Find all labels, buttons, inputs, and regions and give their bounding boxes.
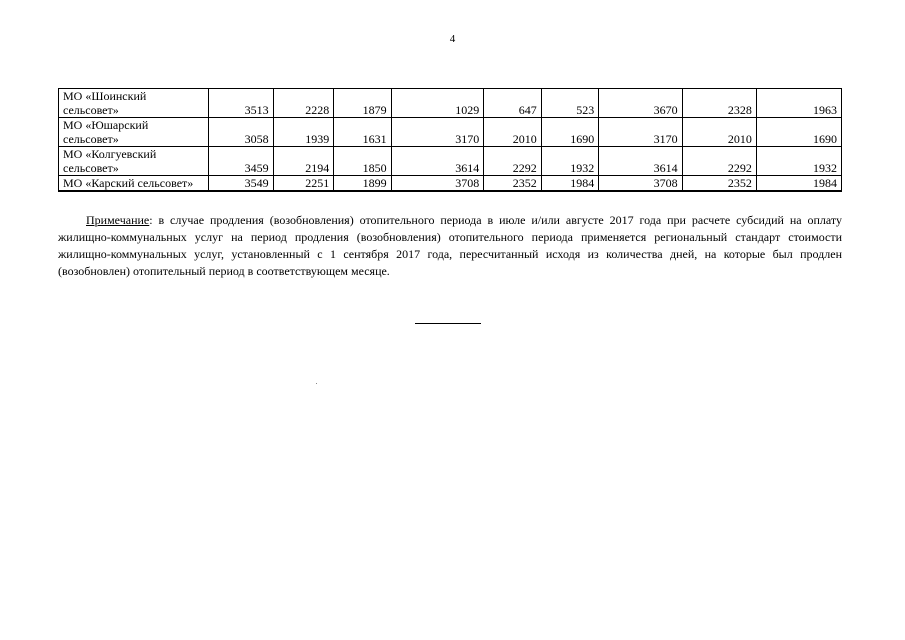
table-cell-value: 1029 <box>391 89 484 118</box>
table-row <box>59 176 842 192</box>
table-cell-value: 3058 <box>208 118 273 147</box>
table-cell-value: 2352 <box>682 176 756 192</box>
table-cell-value: 3513 <box>208 89 273 118</box>
table-cell-value: 3670 <box>599 89 682 118</box>
scan-speck <box>316 383 317 384</box>
table-cell-value: 2194 <box>273 147 334 176</box>
table-cell-name: МО «Колгуевский сельсовет» <box>59 147 209 176</box>
table-cell-value: 2010 <box>484 118 541 147</box>
table-cell-value: 523 <box>541 89 598 118</box>
table-row <box>59 89 842 118</box>
note-paragraph <box>58 212 842 280</box>
table-cell-value: 1963 <box>756 89 841 118</box>
table-cell-value: 2292 <box>484 147 541 176</box>
table-cell-value: 647 <box>484 89 541 118</box>
table-row <box>59 147 842 176</box>
note-label: Примечание <box>86 213 150 227</box>
table-cell-value: 1850 <box>334 147 391 176</box>
table-cell-value: 2292 <box>682 147 756 176</box>
end-divider <box>415 323 481 324</box>
table-cell-value: 2251 <box>273 176 334 192</box>
table-cell-value: 2328 <box>682 89 756 118</box>
page-number: 4 <box>449 33 456 45</box>
table-cell-value: 1631 <box>334 118 391 147</box>
table-cell-value: 3459 <box>208 147 273 176</box>
table-body <box>59 89 842 192</box>
table-cell-value: 1984 <box>541 176 598 192</box>
data-table <box>58 88 842 192</box>
table-cell-value: 3549 <box>208 176 273 192</box>
table-cell-value: 1932 <box>541 147 598 176</box>
table-cell-value: 3170 <box>599 118 682 147</box>
table-cell-value: 2010 <box>682 118 756 147</box>
table-cell-value: 2228 <box>273 89 334 118</box>
table-cell-value: 1690 <box>756 118 841 147</box>
table-cell-value: 1899 <box>334 176 391 192</box>
table-cell-value: 2352 <box>484 176 541 192</box>
table-cell-value: 3708 <box>391 176 484 192</box>
table-cell-value: 3708 <box>599 176 682 192</box>
table-row <box>59 118 842 147</box>
table-cell-name: МО «Карский сельсовет» <box>59 176 209 192</box>
table-cell-value: 3614 <box>599 147 682 176</box>
table-cell-value: 1932 <box>756 147 841 176</box>
table-cell-name: МО «Шоинский сельсовет» <box>59 89 209 118</box>
table-cell-value: 3614 <box>391 147 484 176</box>
table-cell-value: 1879 <box>334 89 391 118</box>
table-cell-name: МО «Юшарский сельсовет» <box>59 118 209 147</box>
table-cell-value: 1690 <box>541 118 598 147</box>
table-cell-value: 3170 <box>391 118 484 147</box>
table-cell-value: 1984 <box>756 176 841 192</box>
table-cell-value: 1939 <box>273 118 334 147</box>
note-text: : в случае продления (возобновления) отопительного периода в июле и/или августе 2017 года при расчете субсидий на оплату жилищно-коммунальных услуг на период продления (возобновления) отопительного периода применяется региональный стандарт стоимости жилищно-коммунальных услуг, установленный с 1 сентября 2017 года, пересчитанный исходя из количества дней, на которые был продлен (возобновлен) отопительный период в соответствующем месяце. <box>58 213 842 278</box>
